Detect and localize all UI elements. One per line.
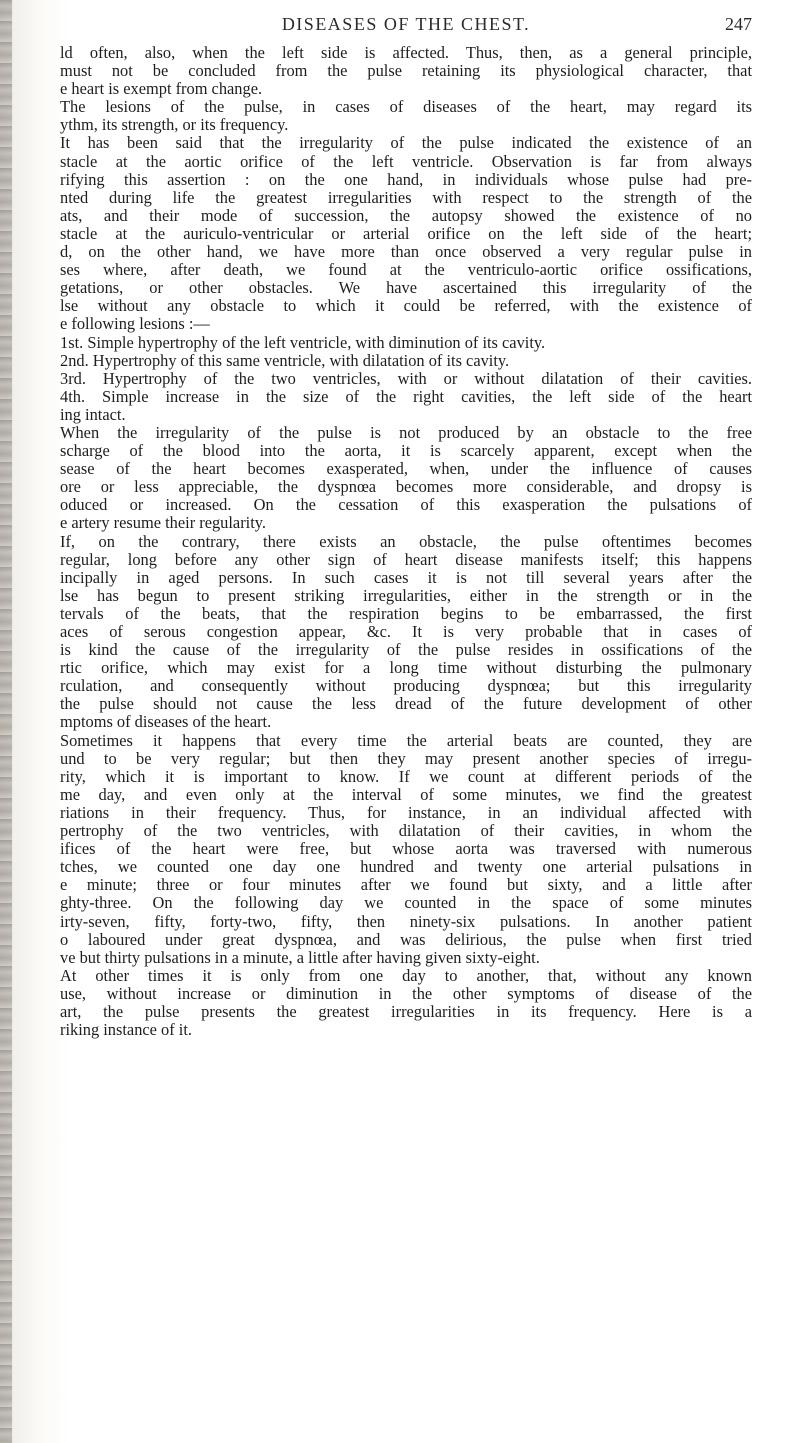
text-line: lse has begun to present striking irregularities, either in the strength or in the bbox=[60, 586, 752, 605]
text-line: incipally in aged persons. In such cases it is not till several years after the bbox=[60, 568, 752, 587]
text-line: Sometimes it happens that every time the arterial beats are counted, they are bbox=[60, 731, 752, 750]
text-line: 2nd. Hypertrophy of this same ventricle, with dilatation of its cavity. bbox=[60, 351, 510, 370]
text-line: When the irregularity of the pulse is not produced by an obstacle to the free bbox=[60, 423, 752, 442]
text-line: rifying this assertion : on the one hand, in individuals whose pulse had pre- bbox=[60, 170, 752, 189]
text-line: If, on the contrary, there exists an obstacle, the pulse oftentimes becomes bbox=[60, 532, 752, 551]
text-line: und to be very regular; but then they may present another species of irregu- bbox=[60, 749, 752, 768]
text-line: e heart is exempt from change. bbox=[60, 80, 263, 99]
text-line: ve but thirty pulsations in a minute, a little after having given sixty-eight. bbox=[60, 948, 540, 967]
text-line: nted during life the greatest irregularities with respect to the strength of the bbox=[60, 188, 752, 207]
text-line: sease of the heart becomes exasperated, when, under the influence of causes bbox=[60, 460, 752, 479]
text-line: tches, we counted one day one hundred and twenty one arterial pulsations in bbox=[60, 858, 752, 877]
text-line: ats, and their mode of succession, the autopsy showed the existence of no bbox=[60, 206, 752, 225]
text-line: d, on the other hand, we have more than once observed a very regular pulse in bbox=[60, 243, 752, 262]
text-line: pertrophy of the two ventricles, with dilatation of their cavities, in whom the bbox=[60, 822, 752, 841]
text-line: rity, which it is important to know. If we count at different periods of the bbox=[60, 767, 752, 786]
running-head bbox=[60, 14, 752, 40]
text-line: regular, long before any other sign of heart disease manifests itself; this happens bbox=[60, 550, 752, 569]
text-line: riations in their frequency. Thus, for instance, in an individual affected with bbox=[60, 803, 752, 822]
text-line: is kind the cause of the irregularity of the pulse resides in ossifications of the bbox=[60, 641, 752, 660]
text-line: stacle at the aortic orifice of the left ventricle. Observation is far from always bbox=[60, 152, 752, 171]
text-line: 3rd. Hypertrophy of the two ventricles, with or without dilatation of their cavities. bbox=[60, 369, 752, 388]
text-line: It has been said that the irregularity of the pulse indicated the existence of an bbox=[60, 134, 752, 153]
body-text bbox=[60, 44, 752, 1039]
text-line: ses where, after death, we found at the ventriculo-aortic orifice ossifications, bbox=[60, 261, 752, 280]
text-line: art, the pulse presents the greatest irregularities in its frequency. Here is a bbox=[60, 1002, 752, 1021]
text-line: ifices of the heart were free, but whose aorta was traversed with numerous bbox=[60, 840, 752, 859]
text-line: stacle at the auriculo-ventricular or arterial orifice on the left side of the heart; bbox=[60, 224, 752, 243]
binding-edge bbox=[0, 0, 12, 1443]
text-line: the pulse should not cause the less dread of the future development of other bbox=[60, 695, 752, 714]
text-line: ore or less appreciable, the dyspnœa becomes more considerable, and dropsy is bbox=[60, 478, 752, 497]
text-line: riking instance of it. bbox=[60, 1021, 193, 1040]
text-line: o laboured under great dyspnœa, and was delirious, the pulse when first tried bbox=[60, 930, 752, 949]
text-line: use, without increase or diminution in the other symptoms of disease of the bbox=[60, 984, 752, 1003]
text-line: irty-seven, fifty, forty-two, fifty, then ninety-six pulsations. In another patient bbox=[60, 912, 752, 931]
text-line: The lesions of the pulse, in cases of diseases of the heart, may regard its bbox=[60, 98, 752, 117]
text-line: ing intact. bbox=[60, 405, 126, 424]
text-line: 4th. Simple increase in the size of the right cavities, the left side of the heart bbox=[60, 387, 752, 406]
text-line: At other times it is only from one day to another, that, without any known bbox=[60, 966, 752, 985]
text-line: e following lesions :— bbox=[60, 315, 210, 334]
text-line: must not be concluded from the pulse retaining its physiological character, that bbox=[60, 62, 752, 81]
text-line: rtic orifice, which may exist for a long time without disturbing the pulmonary bbox=[60, 659, 752, 678]
page-number: 247 bbox=[725, 14, 752, 34]
text-line: rculation, and consequently without producing dyspnœa; but this irregularity bbox=[60, 677, 752, 696]
text-line: mptoms of diseases of the heart. bbox=[60, 713, 272, 732]
running-head-title: DISEASES OF THE CHEST. bbox=[281, 14, 531, 34]
text-line: me day, and even only at the interval of some minutes, we find the greatest bbox=[60, 785, 752, 804]
text-line: ythm, its strength, or its frequency. bbox=[60, 116, 289, 135]
text-line: ld often, also, when the left side is affected. Thus, then, as a general principle, bbox=[60, 44, 752, 62]
text-line: aces of serous congestion appear, &c. It is very probable that in cases of bbox=[60, 623, 752, 641]
text-line: e minute; three or four minutes after we found but sixty, and a little after bbox=[60, 876, 752, 895]
text-line: lse without any obstacle to which it could be referred, with the existence of bbox=[60, 297, 752, 316]
text-line: ghty-three. On the following day we counted in the space of some minutes bbox=[60, 894, 752, 913]
text-line: oduced or increased. On the cessation of this exasperation the pulsations of bbox=[60, 496, 752, 515]
text-line: 1st. Simple hypertrophy of the left ventricle, with diminution of its cavity. bbox=[60, 333, 546, 352]
text-line: e artery resume their regularity. bbox=[60, 514, 266, 533]
text-line: getations, or other obstacles. We have ascertained this irregularity of the bbox=[60, 279, 752, 298]
text-line: tervals of the beats, that the respiration begins to be embarrassed, the first bbox=[60, 604, 752, 623]
text-line: scharge of the blood into the aorta, it is scarcely apparent, except when the bbox=[60, 442, 752, 461]
